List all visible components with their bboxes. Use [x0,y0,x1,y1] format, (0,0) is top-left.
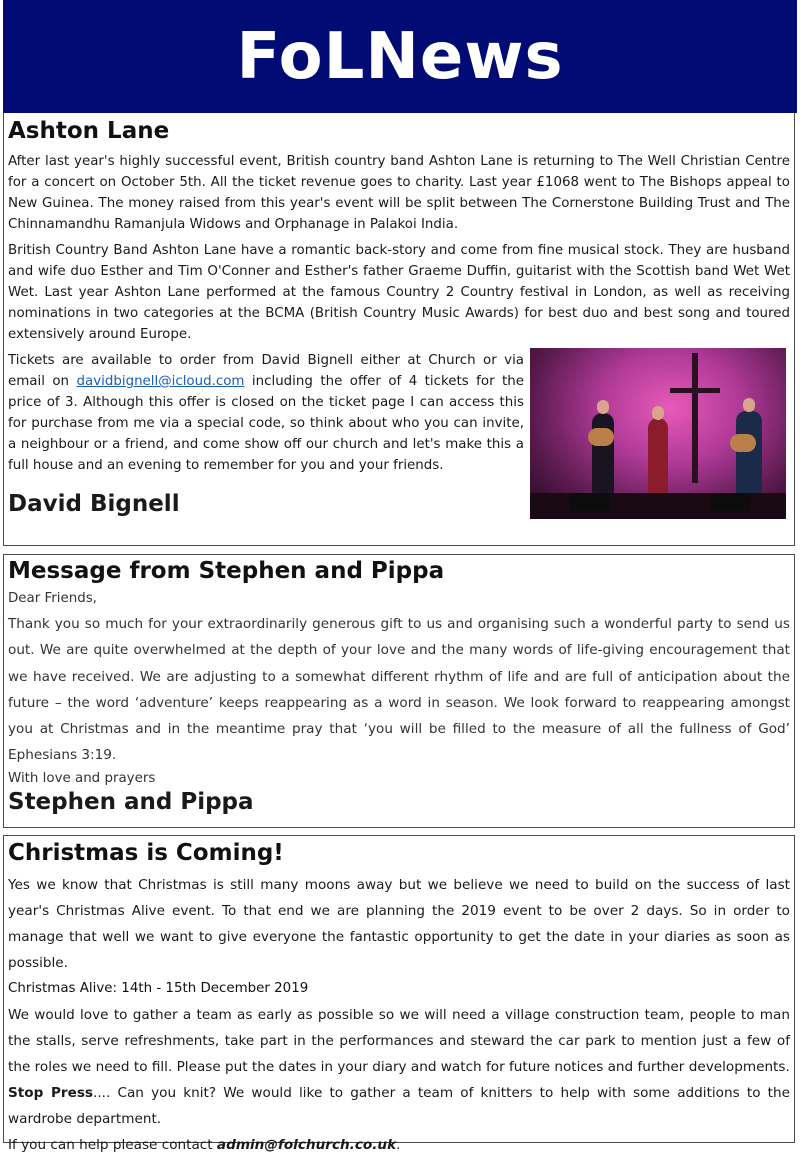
stop-press [8,1080,790,1132]
christmas-para-1: Yes we know that Christmas is still many moons away but we believe we need to build on the success of last year's Christmas Alive event. To that end we are planning the 2019 event to be over 2 days. So in order to manage that well we want to give everyone the fantastic opportunity to get the date in your diaries as soon as possible. [8,877,790,971]
performer-head [652,406,664,420]
performer-figure [736,411,762,493]
amplifier-shape [570,493,610,511]
amplifier-shape [710,493,750,511]
performer-head [597,400,609,414]
ashton-lane-heading: Ashton Lane [8,118,170,144]
cross-shape [692,353,698,483]
newsletter-title: FoLNews [236,19,564,94]
ashton-para-3-end: including the offer of 4 tickets for the price of 3. Although this offer is closed on the ticket page I can access this for purchase from me via a special code, so think about who you can invite, a neighbour or a friend, and come show off our church and let's make this a full house and an evening to remember for you and your friends. [8,374,525,473]
performer-figure [592,413,614,493]
stop-press-label: Stop Press [8,1085,94,1101]
cross-bar-shape [670,388,720,393]
ashton-para-1: After last year's highly successful event, British country band Ashton Lane is returning to The Well Christian Centre for a concert on October 5th. All the ticket revenue goes to charity. Last year £1068 went to The Bishops appeal to New Guinea. The money raised from this year's event will be split between The Cornerstone Building Trust and The Chinnamandhu Ramanjula Widows and Orphanage in Palakoi India. [8,154,790,232]
ashton-signoff: David Bignell [8,491,180,517]
contact-end: . [396,1137,401,1153]
ashton-para-2: British Country Band Ashton Lane have a romantic back-story and come from fine musical stock. They are husband and wife duo Esther and Tim O'Conner and Esther's father Graeme Duffin, guitarist with the Scottish band Wet Wet Wet. Last year Ashton Lane performed at the famous Country 2 Country festival in London, as well as receiving nominations in two categories at the BCMA (British Country Music Awards) for best duo and best song and toured extensively around Europe. [8,243,790,342]
christmas-dates: Christmas Alive: 14th - 15th December 2019 [8,981,309,996]
guitar-shape [730,434,756,452]
ashton-lane-article [3,113,795,546]
performer-head [743,398,755,412]
message-closing: With love and prayers [8,770,156,786]
christmas-heading: Christmas is Coming! [8,840,284,866]
masthead [3,0,797,113]
stop-press-text: .... Can you knit? We would like to gather a team of knitters to help with some additions to the wardrobe department. [8,1085,790,1127]
ticket-email-link[interactable]: davidbignell@icloud.com [76,374,245,389]
message-body: Thank you so much for your extraordinarily generous gift to us and organising such a wonderful party to send us out. We are quite overwhelmed at the depth of your love and the many words of life-giving encouragement that we have received. We are adjusting to a somewhat different rhythm of life and are full of anticipation about the future – the word ‘adventure’ keeps reappearing as a word in season. We look forward to reappearing amongst you at Christmas and in the meantime pray that ‘you will be filled to the measure of all the fullness of God’ Ephesians 3:19. [8,616,790,764]
ashton-para-3-start: Tickets are available to order from David Bignell either at Church or via email on [8,353,524,389]
christmas-para-2: We would love to gather a team as early as possible so we will need a village construction team, people to man the stalls, serve refreshments, take part in the performances and steward the car park to mention just a few of the roles we need to fill. Please put the dates in your diary and watch for future notices and further developments. [8,1007,790,1075]
message-heading: Message from Stephen and Pippa [8,558,445,584]
band-photo [530,348,786,519]
message-article [3,554,795,828]
contact-email[interactable]: admin@folchurch.co.uk [216,1137,397,1153]
christmas-contact [8,1132,790,1158]
message-signoff: Stephen and Pippa [8,788,254,815]
performer-figure [648,418,668,493]
message-salutation: Dear Friends, [8,591,97,606]
contact-text: If you can help please contact [8,1137,217,1153]
christmas-article [3,835,795,1153]
guitar-shape [588,428,614,446]
